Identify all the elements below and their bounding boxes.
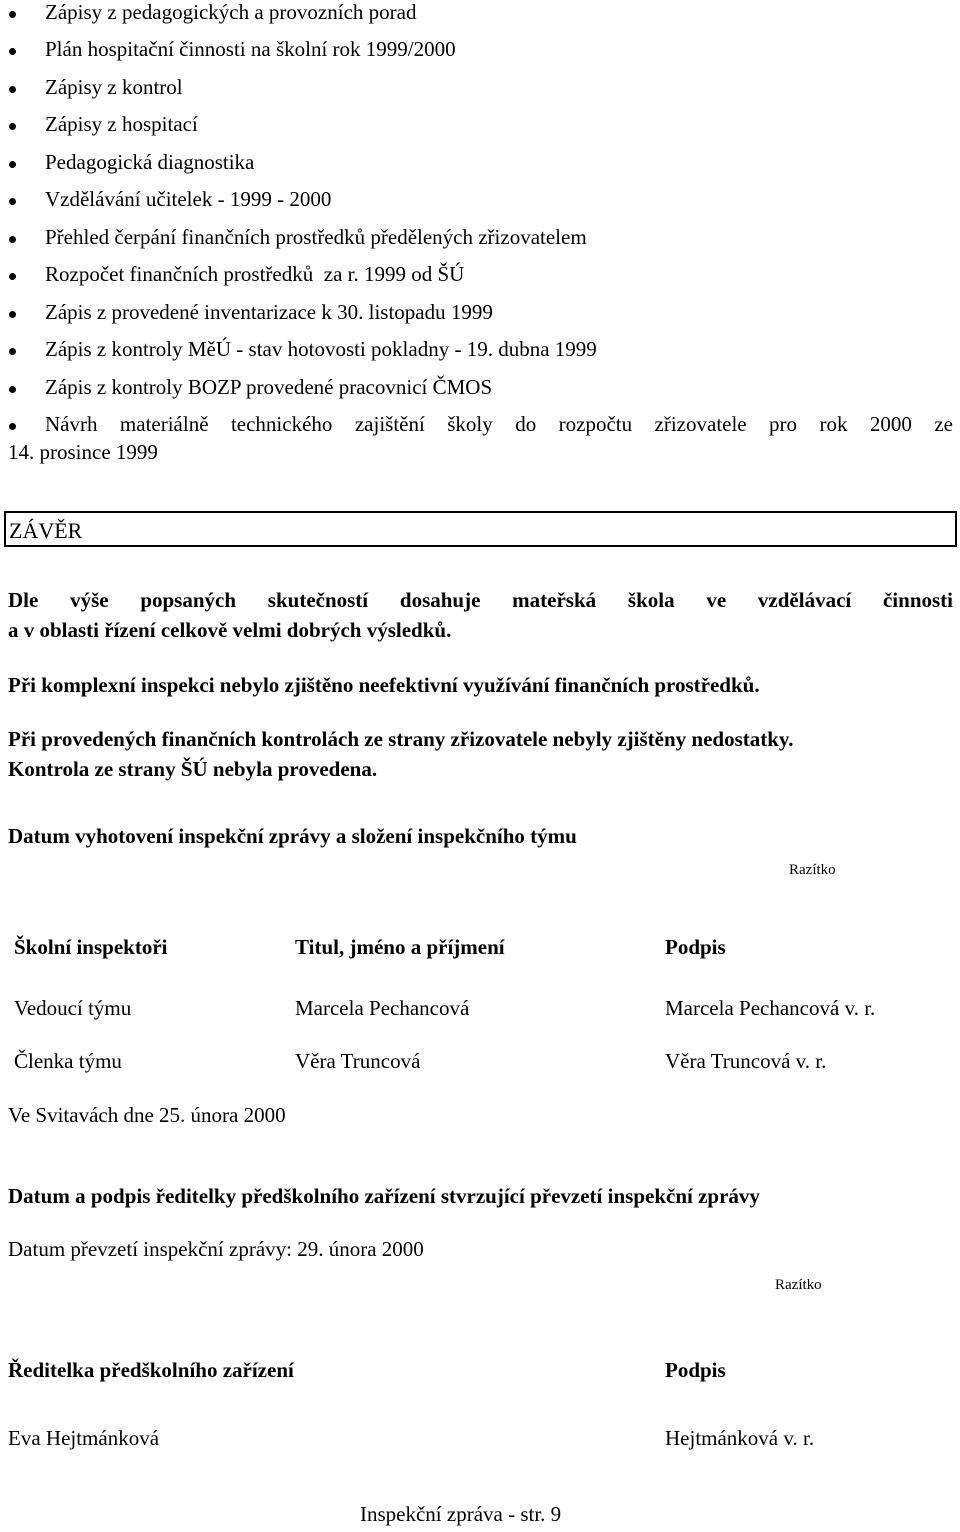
list-item — [0, 75, 960, 113]
list-item — [0, 112, 960, 150]
list-item — [0, 37, 960, 75]
team-section-title: Datum vyhotovení inspekční zprávy a složení inspekčního týmu — [8, 824, 577, 848]
bullet-icon — [9, 86, 16, 93]
list-item-text: Plán hospitační činnosti na školní rok 1999/2000 — [45, 37, 456, 61]
bullet-icon — [9, 423, 16, 430]
conclusion-paragraph: Při komplexní inspekci nebylo zjištěno neefektivní využívání finančních prostředků. — [8, 673, 760, 697]
list-item-text: Zápisy z hospitací — [45, 112, 198, 136]
bullet-icon — [9, 198, 16, 205]
list-item-text: Přehled čerpání finančních prostředků předělených zřizovatelem — [45, 225, 587, 249]
bullet-icon — [9, 273, 16, 280]
team-row-name: Marcela Pechancová — [295, 996, 470, 1020]
list-item-text: Zápis z kontroly MěÚ - stav hotovosti pokladny - 19. dubna 1999 — [45, 337, 597, 361]
team-row-name: Věra Truncová — [295, 1049, 421, 1073]
team-row-signature: Marcela Pechancová v. r. — [665, 996, 876, 1020]
director-section-title: Datum a podpis ředitelky předškolního zařízení stvrzující převzetí inspekční zprávy — [8, 1184, 760, 1208]
team-row-role: Vedoucí týmu — [14, 996, 132, 1020]
place-and-date: Ve Svitavách dne 25. února 2000 — [8, 1103, 286, 1127]
list-item — [0, 300, 960, 338]
list-item — [0, 150, 960, 188]
stamp-label: Razítko — [789, 862, 836, 878]
bullet-icon — [9, 161, 16, 168]
list-item-text: Návrh materiálně technického zajištění školy do rozpočtu zřizovatele pro rok 2000 ze — [45, 412, 953, 436]
bullet-icon — [9, 348, 16, 355]
bullet-icon — [9, 123, 16, 130]
list-item — [0, 0, 960, 38]
team-row-role: Členka týmu — [14, 1049, 122, 1073]
list-item-text: Zápis z kontroly BOZP provedené pracovnicí ČMOS — [45, 375, 493, 399]
bullet-icon — [9, 236, 16, 243]
conclusion-heading-box — [4, 511, 957, 547]
list-item-text: Zápis z provedené inventarizace k 30. listopadu 1999 — [45, 300, 493, 324]
team-header-name: Titul, jméno a příjmení — [295, 935, 505, 959]
list-item-text: Zápisy z kontrol — [45, 75, 183, 99]
conclusion-heading: ZÁVĚR — [9, 518, 83, 543]
director-header-role: Ředitelka předškolního zařízení — [8, 1358, 294, 1382]
bullet-icon — [9, 48, 16, 55]
list-item-text-continued: 14. prosince 1999 — [8, 440, 158, 464]
list-item — [0, 225, 960, 263]
team-header-role: Školní inspektoři — [14, 935, 168, 959]
page-footer: Inspekční zpráva - str. 9 — [360, 1502, 562, 1526]
list-item — [0, 187, 960, 225]
bullet-icon — [9, 311, 16, 318]
conclusion-paragraph-line: Dle výše popsaných skutečností dosahuje mateřská škola ve vzdělávací činnosti — [8, 588, 953, 612]
conclusion-paragraph-line: Při provedených finančních kontrolách ze strany zřizovatele nebyly zjištěny nedostatky. — [8, 727, 794, 751]
director-header-signature: Podpis — [665, 1358, 726, 1382]
list-item — [0, 262, 960, 300]
team-row-signature: Věra Truncová v. r. — [665, 1049, 827, 1073]
conclusion-paragraph-line: a v oblasti řízení celkově velmi dobrých výsledků. — [8, 618, 452, 642]
list-item — [0, 375, 960, 413]
team-header-signature: Podpis — [665, 935, 726, 959]
list-item-text: Vzdělávání učitelek - 1999 - 2000 — [45, 187, 332, 211]
list-item — [0, 412, 960, 472]
bullet-icon — [9, 11, 16, 18]
director-signature: Hejtmánková v. r. — [665, 1426, 815, 1450]
list-item — [0, 337, 960, 375]
list-item-text: Zápisy z pedagogických a provozních porad — [45, 0, 417, 24]
bullet-icon — [9, 386, 16, 393]
list-item-text: Pedagogická diagnostika — [45, 150, 255, 174]
conclusion-paragraph-line: Kontrola ze strany ŠÚ nebyla provedena. — [8, 757, 378, 781]
list-item-text: Rozpočet finančních prostředků za r. 1999 od ŠÚ — [45, 262, 465, 286]
stamp-label: Razítko — [775, 1277, 822, 1293]
director-name: Eva Hejtmánková — [8, 1426, 160, 1450]
receipt-date: Datum převzetí inspekční zprávy: 29. února 2000 — [8, 1237, 424, 1261]
